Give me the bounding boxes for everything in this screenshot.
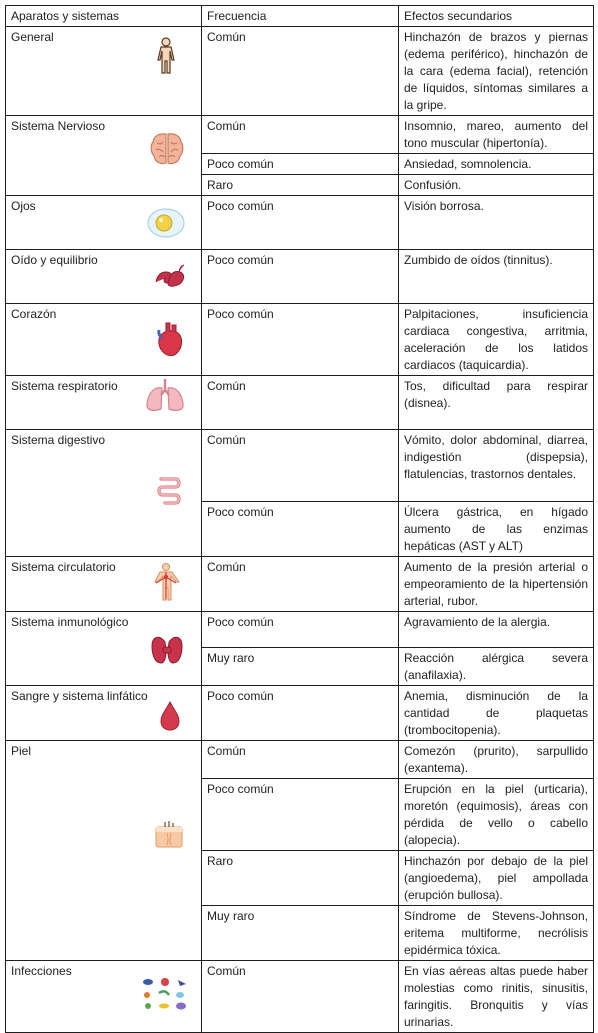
system-cell	[6, 430, 202, 557]
system-cell	[6, 557, 202, 612]
human-body-icon	[156, 37, 176, 75]
frequency-cell: Raro	[202, 851, 399, 906]
system-label: Piel	[11, 744, 32, 758]
effects-cell: En vías aéreas altas puede haber molestias como rinitis, sinusitis, faringitis. Bronquitis y vías urinarias.	[399, 961, 594, 1033]
skin-icon	[154, 821, 184, 849]
thyroid-icon	[149, 632, 185, 666]
frequency-cell: Poco común	[202, 502, 399, 557]
eye-icon	[146, 206, 186, 240]
frequency-cell: Poco común	[202, 686, 399, 741]
system-cell	[6, 686, 202, 741]
system-label: Corazón	[11, 307, 57, 321]
system-label: Sistema respiratorio	[11, 379, 118, 393]
system-label: General	[11, 30, 54, 44]
system-label: Oído y equilibrio	[11, 253, 98, 267]
frequency-cell: Común	[202, 27, 399, 116]
blood-drop-icon	[158, 700, 182, 732]
system-cell	[6, 304, 202, 376]
table-row	[6, 557, 594, 612]
effects-cell: Comezón (prurito), sarpullido (exantema).	[399, 741, 594, 779]
heart-icon	[156, 320, 184, 358]
frequency-cell: Muy raro	[202, 906, 399, 961]
frequency-cell: Poco común	[202, 779, 399, 851]
table-row	[6, 612, 594, 648]
frequency-cell: Poco común	[202, 154, 399, 175]
system-label: Ojos	[11, 199, 36, 213]
system-cell	[6, 961, 202, 1033]
circulatory-system-icon	[149, 563, 183, 601]
frequency-cell: Común	[202, 430, 399, 502]
table-row	[6, 116, 594, 154]
frequency-cell: Muy raro	[202, 648, 399, 686]
system-label: Sistema inmunológico	[11, 615, 129, 629]
effects-cell: Hinchazón por debajo de la piel (angioedema), piel ampollada (erupción bullosa).	[399, 851, 594, 906]
system-cell	[6, 250, 202, 304]
effects-cell: Confusión.	[399, 175, 594, 196]
table-row	[6, 686, 594, 741]
system-label: Sistema circulatorio	[11, 560, 116, 574]
effects-cell: Palpitaciones, insuficiencia cardiaca congestiva, arritmia, aceleración de los latidos cardiacos (taquicardia).	[399, 304, 594, 376]
system-label: Sangre y sistema linfático	[11, 689, 148, 703]
effects-cell: Aumento de la presión arterial o empeoramiento de la hipertensión arterial, rubor.	[399, 557, 594, 612]
header-frequency: Frecuencia	[202, 6, 399, 27]
effects-cell: Zumbido de oídos (tinnitus).	[399, 250, 594, 304]
inner-ear-icon	[153, 262, 187, 292]
effects-cell: Síndrome de Stevens-Johnson, eritema multiforme, necrólisis epidérmica tóxica.	[399, 906, 594, 961]
header-system: Aparatos y sistemas	[6, 6, 202, 27]
frequency-cell: Común	[202, 741, 399, 779]
frequency-cell: Poco común	[202, 304, 399, 376]
system-label: Infecciones	[11, 964, 72, 978]
effects-cell: Reacción alérgica severa (anafilaxia).	[399, 648, 594, 686]
header-effects: Efectos secundarios	[399, 6, 594, 27]
frequency-cell: Poco común	[202, 196, 399, 250]
system-cell	[6, 196, 202, 250]
side-effects-table	[5, 5, 594, 1033]
system-label: Sistema Nervioso	[11, 119, 106, 133]
system-cell	[6, 376, 202, 430]
table-row	[6, 27, 594, 116]
effects-cell: Visión borrosa.	[399, 196, 594, 250]
system-cell	[6, 612, 202, 686]
table-row	[6, 196, 594, 250]
effects-cell: Ansiedad, somnolencia.	[399, 154, 594, 175]
frequency-cell: Común	[202, 376, 399, 430]
system-cell	[6, 116, 202, 196]
system-label: Sistema digestivo	[11, 433, 106, 447]
table-row	[6, 430, 594, 502]
frequency-cell: Común	[202, 557, 399, 612]
effects-cell: Insomnio, mareo, aumento del tono muscular (hipertonía).	[399, 116, 594, 154]
frequency-cell: Común	[202, 116, 399, 154]
effects-cell: Anemia, disminución de la cantidad de plaquetas (trombocitopenia).	[399, 686, 594, 741]
system-cell	[6, 741, 202, 961]
frequency-cell: Poco común	[202, 612, 399, 648]
brain-icon	[149, 131, 185, 167]
header-row	[6, 6, 594, 27]
frequency-cell: Raro	[202, 175, 399, 196]
germs-icon	[140, 977, 190, 1011]
system-cell	[6, 27, 202, 116]
table-row	[6, 961, 594, 1033]
table-row	[6, 376, 594, 430]
effects-cell: Agravamiento de la alergia.	[399, 612, 594, 648]
table-row	[6, 741, 594, 779]
frequency-cell: Común	[202, 961, 399, 1033]
frequency-cell: Poco común	[202, 250, 399, 304]
effects-cell: Hinchazón de brazos y piernas (edema periférico), hinchazón de la cara (edema facial), retención de líquidos, síntomas similares a la gripe.	[399, 27, 594, 116]
lungs-icon	[144, 378, 186, 414]
effects-cell: Erupción en la piel (urticaria), moretón (equimosis), áreas con pérdida de vello o cabello (alopecia).	[399, 779, 594, 851]
table-row	[6, 304, 594, 376]
effects-cell: Úlcera gástrica, en hígado aumento de las enzimas hepáticas (AST y ALT)	[399, 502, 594, 557]
table-row	[6, 250, 594, 304]
intestine-icon	[156, 474, 182, 510]
effects-cell: Tos, dificultad para respirar (disnea).	[399, 376, 594, 430]
effects-cell: Vómito, dolor abdominal, diarrea, indigestión (dispepsia), flatulencias, trastornos dentales.	[399, 430, 594, 502]
